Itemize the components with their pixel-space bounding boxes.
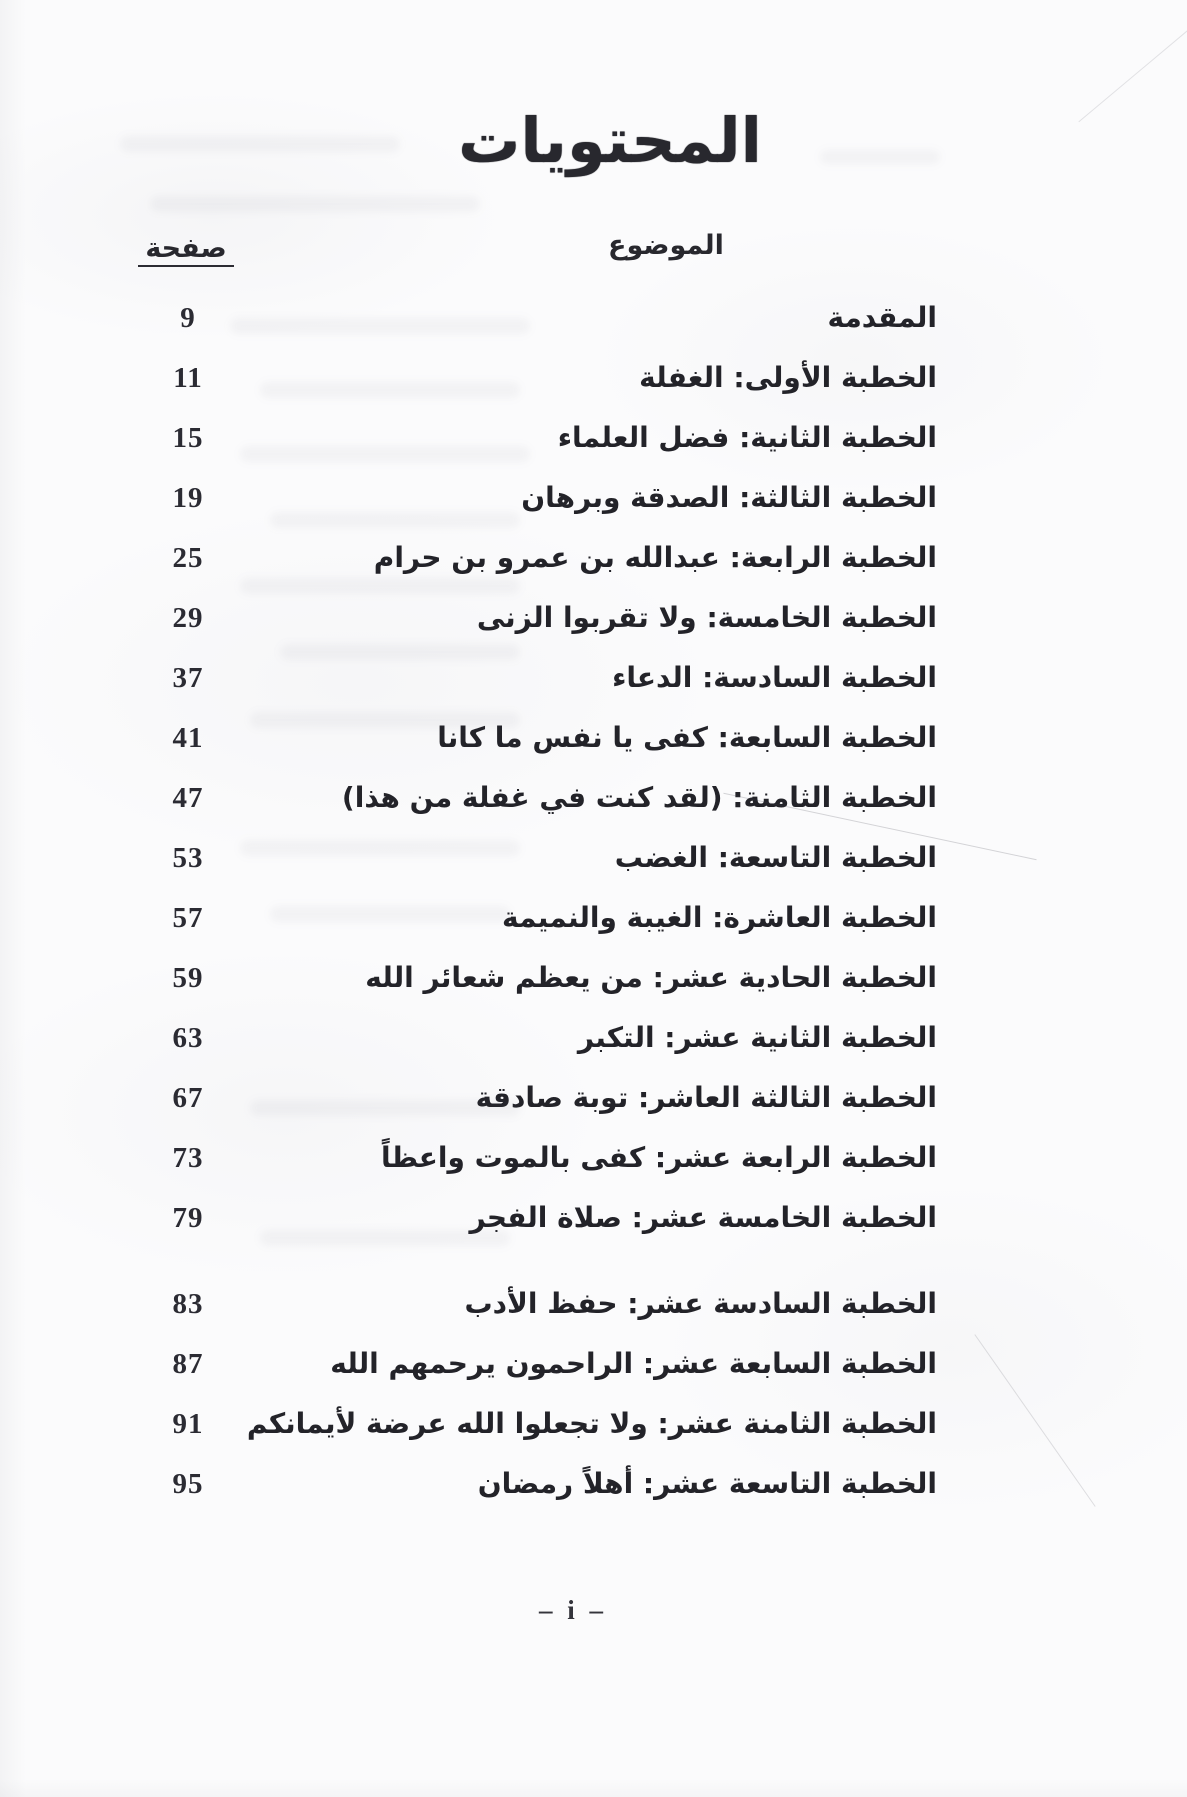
toc-row xyxy=(150,658,937,718)
toc-page-number: 83 xyxy=(172,1288,204,1320)
toc-entry-subject: المقدمة xyxy=(827,301,937,334)
toc-entry-subject: الخطبة الثانية: فضل العلماء xyxy=(557,421,937,454)
toc-page-number: 95 xyxy=(172,1468,204,1500)
toc-row xyxy=(150,1284,937,1344)
toc-page-number: 53 xyxy=(172,842,204,874)
toc-entry-subject: الخطبة العاشرة: الغيبة والنميمة xyxy=(502,901,937,934)
toc-row xyxy=(150,1078,937,1138)
toc-entry-subject: الخطبة الثامنة عشر: ولا تجعلوا الله عرضة لأيمانكم xyxy=(246,1407,937,1440)
toc-entry-subject: الخطبة السابعة عشر: الراحمون يرحمهم الله xyxy=(330,1347,937,1380)
toc-row xyxy=(150,478,937,538)
toc-page-number: 87 xyxy=(172,1348,204,1380)
toc-entry-subject: الخطبة السابعة: كفى يا نفس ما كانا xyxy=(437,721,937,754)
toc-entry-subject: الخطبة الخامسة عشر: صلاة الفجر xyxy=(469,1201,937,1234)
toc-entry-subject: الخطبة التاسعة: الغضب xyxy=(614,841,937,874)
toc-page-number: 79 xyxy=(172,1202,204,1234)
toc-page-number: 41 xyxy=(172,722,204,754)
toc-row xyxy=(150,898,937,958)
toc-entry-subject: الخطبة الرابعة: عبدالله بن عمرو بن حرام xyxy=(373,541,937,574)
toc-entry-subject: الخطبة الخامسة: ولا تقربوا الزنى xyxy=(476,601,937,634)
toc-page-number: 63 xyxy=(172,1022,204,1054)
toc-row xyxy=(150,1018,937,1078)
toc-row xyxy=(150,538,937,598)
toc-row xyxy=(150,1404,937,1464)
toc-entry-subject: الخطبة الثامنة: (لقد كنت في غفلة من هذا) xyxy=(341,781,937,814)
toc-list xyxy=(150,298,937,1524)
toc-row xyxy=(150,838,937,898)
scan-crease xyxy=(1078,19,1187,123)
footer-page-marker: – i – xyxy=(538,1595,607,1625)
toc-entry-subject: الخطبة التاسعة عشر: أهلاً رمضان xyxy=(477,1467,937,1500)
toc-row xyxy=(150,298,937,358)
toc-page-number: 91 xyxy=(172,1408,204,1440)
column-header-page: صفحة xyxy=(138,233,234,267)
column-header-subject: الموضوع xyxy=(608,230,724,261)
toc-row xyxy=(150,1344,937,1404)
toc-page-number: 57 xyxy=(172,902,204,934)
toc-entry-subject: الخطبة الثالثة: الصدقة وبرهان xyxy=(521,481,937,514)
toc-page-number: 73 xyxy=(172,1142,204,1174)
toc-page-number: 15 xyxy=(172,422,204,454)
toc-page-number: 11 xyxy=(173,362,203,394)
toc-page-number: 37 xyxy=(172,662,204,694)
toc-entry-subject: الخطبة الحادية عشر: من يعظم شعائر الله xyxy=(365,961,937,994)
toc-page-number: 59 xyxy=(172,962,204,994)
toc-page-number: 47 xyxy=(172,782,204,814)
toc-row xyxy=(150,958,937,1018)
scan-artifact xyxy=(820,150,940,164)
scan-artifact xyxy=(120,136,400,152)
toc-row xyxy=(150,1198,937,1258)
toc-entry-subject: الخطبة السادسة: الدعاء xyxy=(612,661,937,694)
toc-row xyxy=(150,778,937,838)
toc-entry-subject: الخطبة الأولى: الغفلة xyxy=(639,361,937,394)
toc-row xyxy=(150,1138,937,1198)
toc-page-number: 9 xyxy=(180,302,196,334)
scan-artifact xyxy=(150,196,480,212)
toc-entry-subject: الخطبة الثالثة العاشر: توبة صادقة xyxy=(475,1081,937,1114)
toc-page-number: 19 xyxy=(172,482,204,514)
page-title: المحتويات xyxy=(458,104,762,177)
toc-page-number: 29 xyxy=(172,602,204,634)
toc-entry-subject: الخطبة الثانية عشر: التكبر xyxy=(577,1021,937,1054)
scan-crease xyxy=(974,1334,1095,1507)
toc-row xyxy=(150,718,937,778)
toc-row xyxy=(150,598,937,658)
toc-row xyxy=(150,418,937,478)
toc-entry-subject: الخطبة الرابعة عشر: كفى بالموت واعظاً xyxy=(380,1141,937,1174)
toc-row xyxy=(150,1464,937,1524)
toc-entry-subject: الخطبة السادسة عشر: حفظ الأدب xyxy=(464,1287,937,1320)
toc-page-number: 67 xyxy=(172,1082,204,1114)
toc-row xyxy=(150,358,937,418)
toc-page-number: 25 xyxy=(172,542,204,574)
